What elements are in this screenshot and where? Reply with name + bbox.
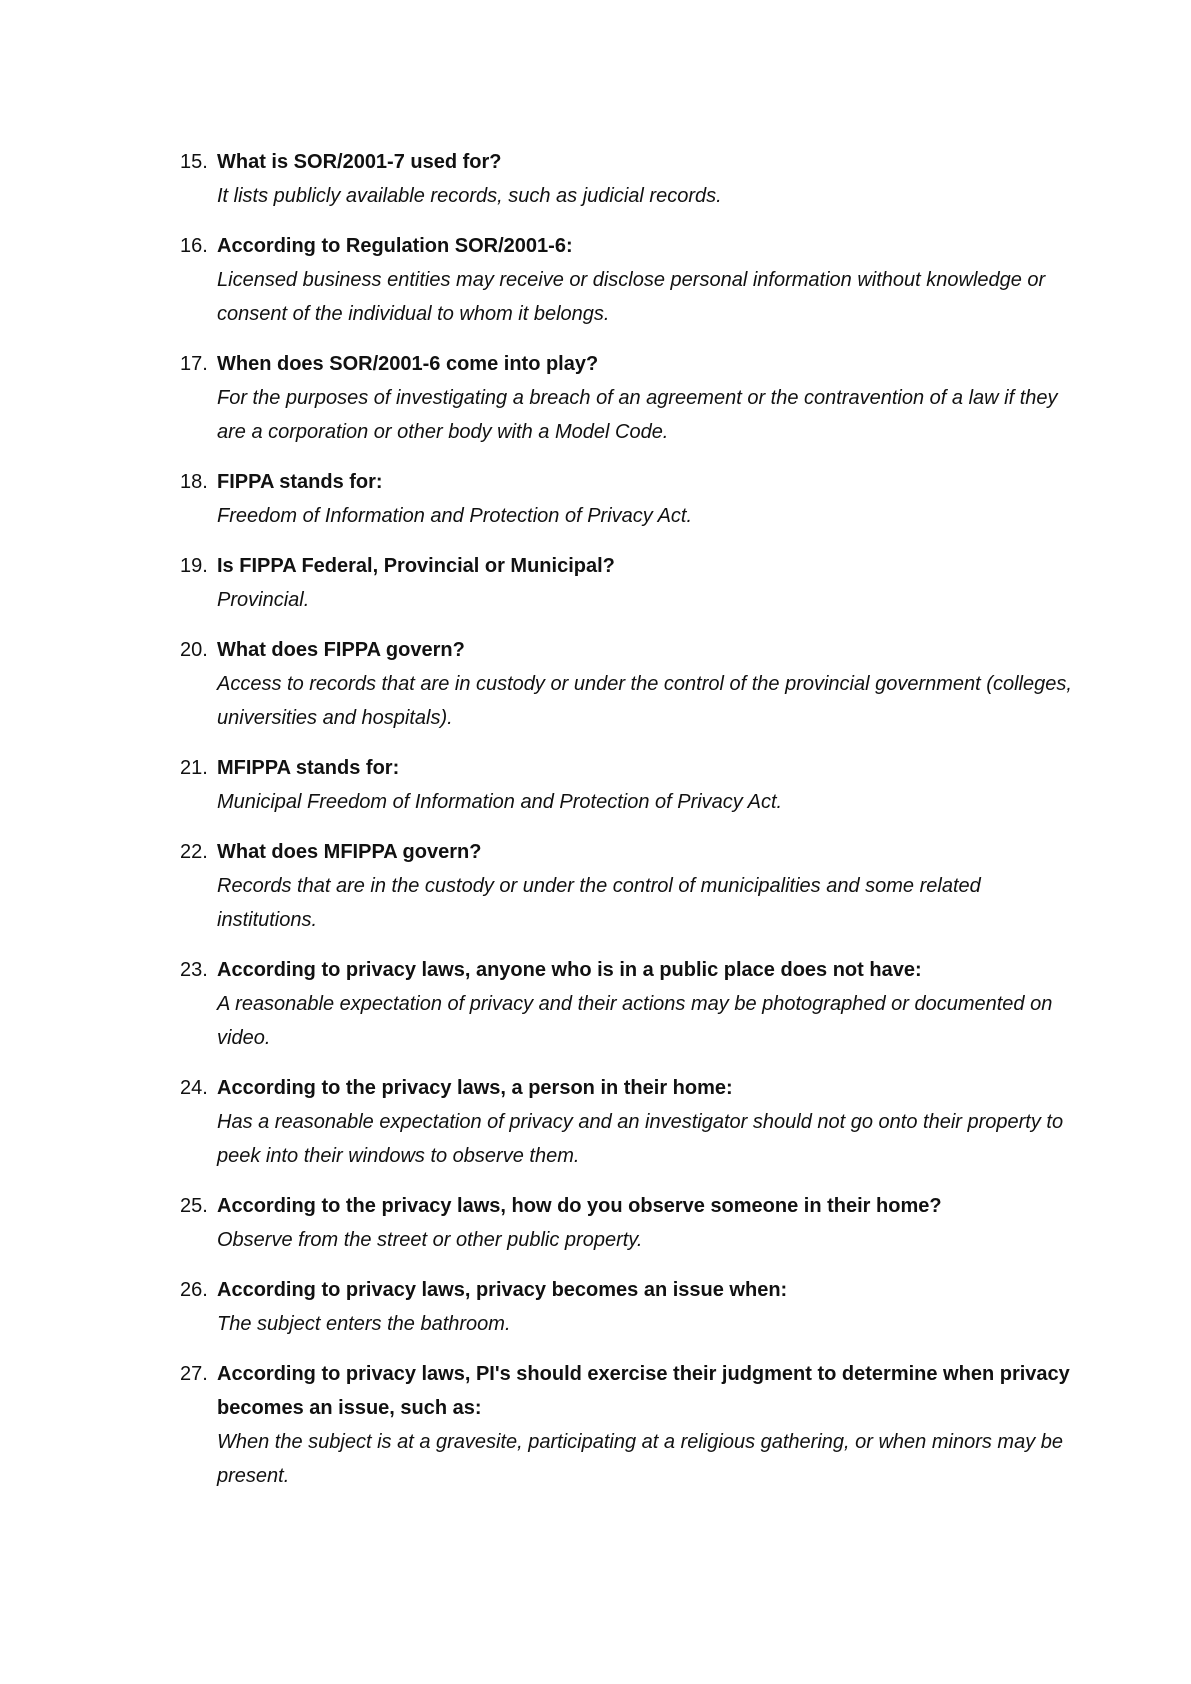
- list-item: [180, 1273, 1080, 1341]
- question: According to the privacy laws, a person in their home:: [217, 1077, 733, 1099]
- question: Is FIPPA Federal, Provincial or Municipal?: [217, 555, 615, 577]
- qa-list: [180, 145, 1080, 1509]
- answer: Licensed business entities may receive or disclose personal information without knowledge or consent of the individual to whom it belongs.: [217, 269, 1046, 325]
- answer: For the purposes of investigating a breach of an agreement or the contravention of a law if they are a corporation or other body with a Model Code.: [217, 387, 1058, 443]
- question: According to Regulation SOR/2001-6:: [217, 235, 573, 257]
- item-number: 15.: [180, 151, 208, 173]
- question: What is SOR/2001-7 used for?: [217, 151, 502, 173]
- answer: Provincial.: [217, 589, 310, 611]
- list-item: [180, 751, 1080, 819]
- answer: Has a reasonable expectation of privacy and an investigator should not go onto their property to peek into their windows to observe them.: [217, 1111, 1064, 1167]
- answer: Freedom of Information and Protection of Privacy Act.: [217, 505, 693, 527]
- item-number: 16.: [180, 235, 208, 257]
- list-item: [180, 1071, 1080, 1173]
- item-number: 27.: [180, 1363, 208, 1385]
- item-number: 24.: [180, 1077, 208, 1099]
- answer: The subject enters the bathroom.: [217, 1313, 511, 1335]
- item-number: 25.: [180, 1195, 208, 1217]
- question: When does SOR/2001-6 come into play?: [217, 353, 599, 375]
- item-number: 17.: [180, 353, 208, 375]
- item-number: 20.: [180, 639, 208, 661]
- answer: A reasonable expectation of privacy and their actions may be photographed or documented on video.: [217, 993, 1053, 1049]
- answer: It lists publicly available records, such as judicial records.: [217, 185, 722, 207]
- list-item: [180, 549, 1080, 617]
- item-number: 22.: [180, 841, 208, 863]
- question: What does MFIPPA govern?: [217, 841, 482, 863]
- item-number: 26.: [180, 1279, 208, 1301]
- list-item: [180, 633, 1080, 735]
- list-item: [180, 145, 1080, 213]
- question: What does FIPPA govern?: [217, 639, 465, 661]
- answer: Records that are in the custody or under the control of municipalities and some related institutions.: [217, 875, 981, 931]
- list-item: [180, 953, 1080, 1055]
- item-number: 18.: [180, 471, 208, 493]
- question: MFIPPA stands for:: [217, 757, 400, 779]
- answer: Access to records that are in custody or under the control of the provincial government (colleges, universities and hospitals).: [217, 673, 1072, 729]
- question: According to privacy laws, PI's should exercise their judgment to determine when privacy becomes an issue, such as:: [217, 1363, 1070, 1419]
- question: FIPPA stands for:: [217, 471, 383, 493]
- item-number: 19.: [180, 555, 208, 577]
- answer: Observe from the street or other public property.: [217, 1229, 643, 1251]
- list-item: [180, 347, 1080, 449]
- answer: Municipal Freedom of Information and Protection of Privacy Act.: [217, 791, 783, 813]
- question: According to privacy laws, anyone who is in a public place does not have:: [217, 959, 922, 981]
- item-number: 21.: [180, 757, 208, 779]
- item-number: 23.: [180, 959, 208, 981]
- list-item: [180, 1189, 1080, 1257]
- question: According to privacy laws, privacy becomes an issue when:: [217, 1279, 788, 1301]
- list-item: [180, 465, 1080, 533]
- list-item: [180, 1357, 1080, 1493]
- list-item: [180, 229, 1080, 331]
- question: According to the privacy laws, how do you observe someone in their home?: [217, 1195, 942, 1217]
- answer: When the subject is at a gravesite, participating at a religious gathering, or when minors may be present.: [217, 1431, 1063, 1487]
- list-item: [180, 835, 1080, 937]
